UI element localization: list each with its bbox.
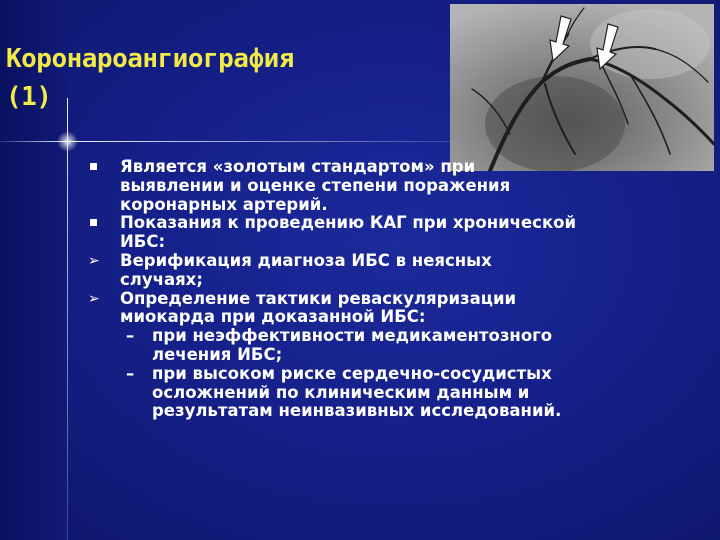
- list-item-text: миокарда при доказанной ИБС:: [120, 307, 426, 327]
- list-item-text: коронарных артерий.: [120, 194, 328, 214]
- list-item-text: Показания к проведению КАГ при хронической: [120, 213, 577, 233]
- list-item-text: случаях;: [120, 269, 203, 289]
- sub-list-item: [120, 327, 710, 365]
- dash-bullet: –: [126, 326, 135, 346]
- sub-list-item-text: при высоком риске сердечно-сосудистых: [152, 363, 552, 383]
- list-item-text: Определение тактики реваскуляризации: [120, 288, 517, 308]
- arrow-bullet-icon: ➢: [88, 252, 100, 269]
- vertical-divider-line: [67, 98, 68, 540]
- arrow-bullet-icon: ➢: [88, 290, 100, 307]
- sub-list-item-text: осложнений по клиническим данным и: [152, 382, 530, 402]
- sub-list-item-text: при неэффективности медикаментозного: [152, 326, 553, 346]
- square-bullet-icon: [90, 163, 97, 170]
- sub-list-item: [120, 365, 710, 421]
- bullet-list: [90, 158, 710, 421]
- list-item: [90, 252, 710, 290]
- dash-bullet: –: [126, 363, 135, 383]
- list-item: [90, 290, 710, 328]
- sub-list-item-text: результатам неинвазивных исследований.: [152, 401, 562, 421]
- sub-list-item-text: лечения ИБС;: [152, 344, 283, 364]
- angiogram-illustration: [450, 4, 714, 171]
- square-bullet-icon: [90, 219, 97, 226]
- list-item-text: выявлении и оценке степени поражения: [120, 175, 511, 195]
- list-item-text: ИБС:: [120, 232, 166, 252]
- title-line: Коронароангиография: [6, 44, 294, 74]
- line-intersection-glow: [57, 131, 78, 152]
- slide-title: [6, 40, 446, 116]
- coronary-angiogram-image: [450, 4, 714, 171]
- list-item-text: Является «золотым стандартом» при: [120, 157, 476, 176]
- title-line: (1): [6, 82, 52, 112]
- list-item-text: Верификация диагноза ИБС в неясных: [120, 250, 492, 270]
- list-item: [90, 158, 710, 214]
- list-item: [90, 214, 710, 252]
